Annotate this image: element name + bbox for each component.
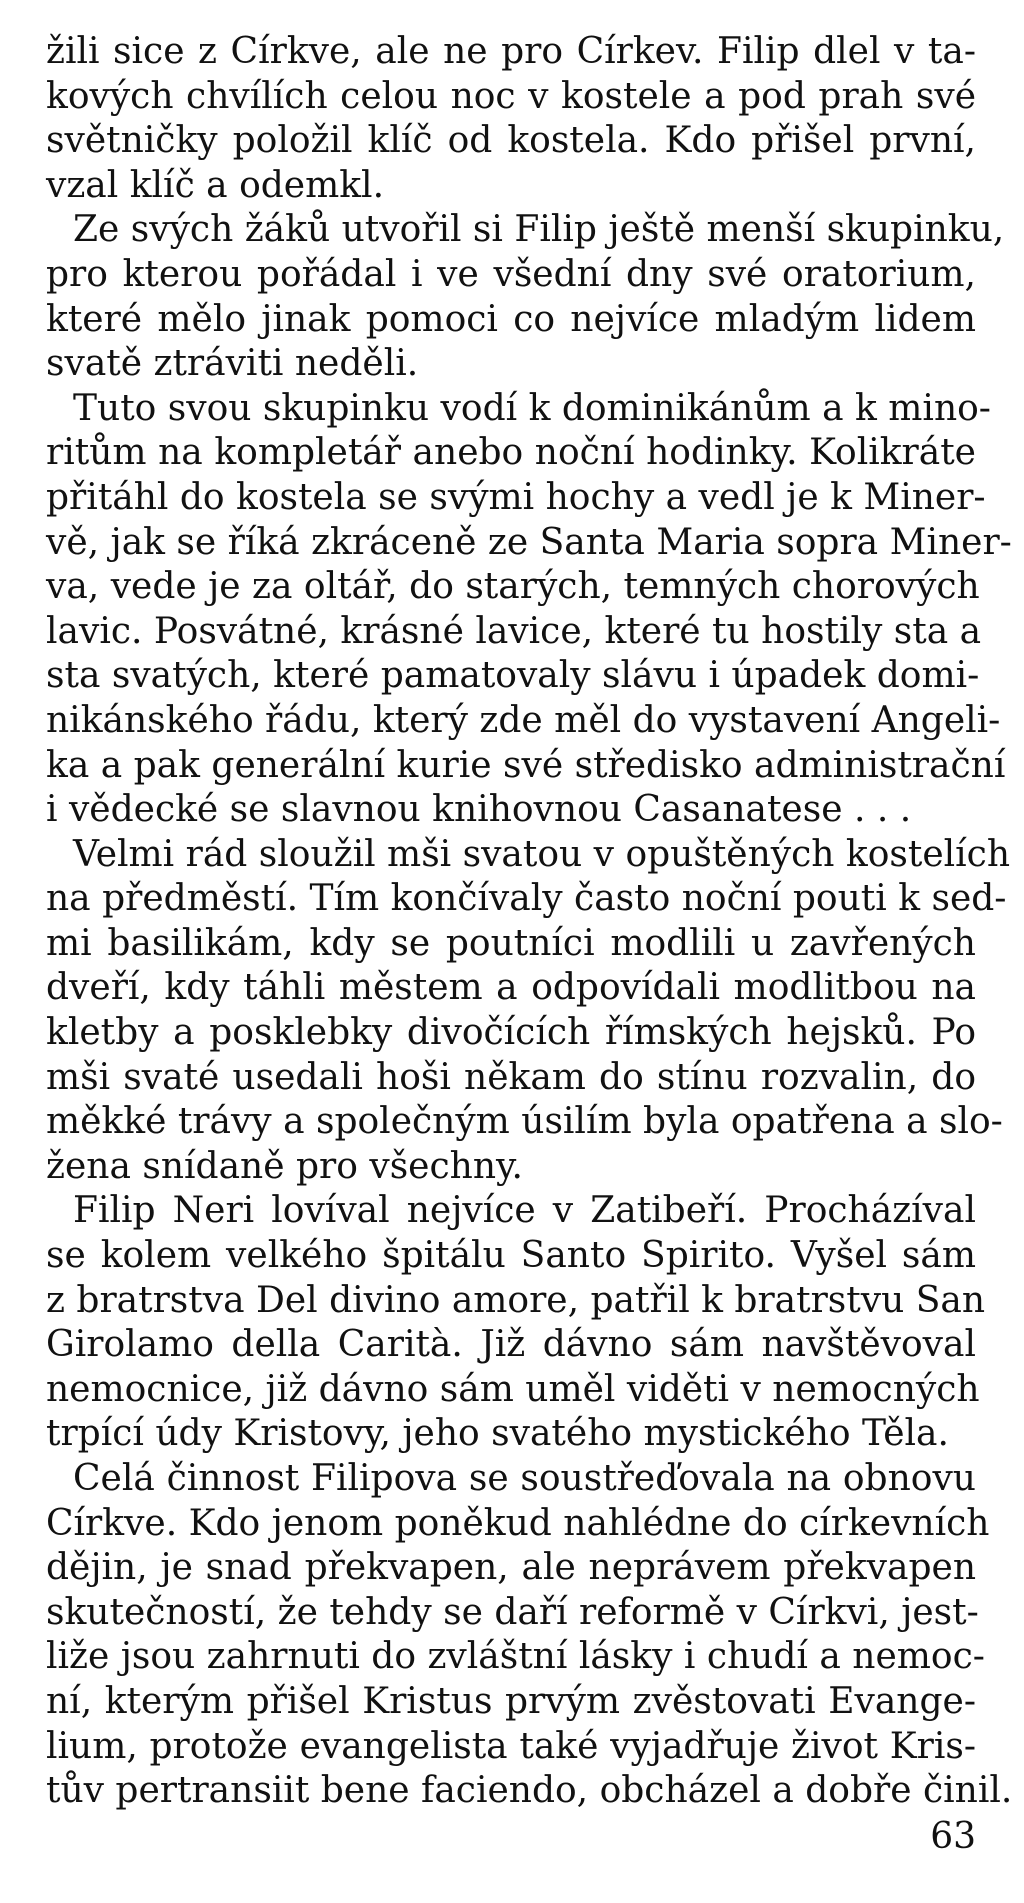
text-line: dějin, je snad překvapen, ale neprávem překvapen xyxy=(46,1547,976,1589)
text-line: se kolem velkého špitálu Santo Spirito. Vyšel sám xyxy=(46,1235,976,1277)
paragraph xyxy=(46,833,1011,1190)
paragraph xyxy=(46,1457,1013,1814)
paragraph xyxy=(46,1189,986,1457)
text-line: lavic. Posvátné, krásné lavice, které tu hostily sta a xyxy=(46,610,982,652)
text-line: va, vede je za oltář, do starých, temných chorových xyxy=(46,566,980,608)
text-line: nemocnice, již dávno sám uměl viděti v nemocných xyxy=(46,1368,980,1410)
page-number: 63 xyxy=(930,1816,976,1857)
text-line: Filip Neri lovíval nejvíce v Zatibeří. Procházíval xyxy=(73,1190,976,1232)
text-line: Celá činnost Filipova se soustřeďovala na obnovu xyxy=(73,1458,976,1499)
text-line: Ze svých žáků utvořil si Filip ještě menší skupinku, xyxy=(73,209,1005,251)
text-line: světničky položil klíč od kostela. Kdo přišel první, xyxy=(46,120,976,162)
text-line: trpící údy Kristovy, jeho svatého mystického Těla. xyxy=(46,1413,949,1455)
text-line: vzal klíč a odemkl. xyxy=(46,164,385,206)
text-line: žena snídaně pro všechny. xyxy=(46,1145,523,1187)
text-line: Girolamo della Carità. Již dávno sám navštěvoval xyxy=(46,1324,976,1366)
paragraph xyxy=(46,30,976,208)
text-line: dveří, kdy táhli městem a odpovídali modlitbou na xyxy=(46,967,976,1009)
text-line: z bratrstva Del divino amore, patřil k bratrstvu San xyxy=(46,1279,986,1321)
text-line: Tuto svou skupinku vodí k dominikánům a k mino- xyxy=(73,387,991,429)
paragraph xyxy=(46,208,1005,386)
text-line: ní, kterým přišel Kristus prvým zvěstovati Evange- xyxy=(46,1680,976,1722)
text-line: vě, jak se říká zkráceně ze Santa Maria sopra Miner- xyxy=(46,521,1012,563)
text-line: Velmi rád sloužil mši svatou v opuštěných kostelích xyxy=(73,833,1011,875)
text-line: nikánského řádu, který zde měl do vystavení Angeli- xyxy=(46,699,1001,741)
text-line: svatě ztráviti neděli. xyxy=(46,343,419,385)
text-line: na předměstí. Tím končívaly často noční pouti k sed- xyxy=(46,878,1007,920)
text-line: žili sice z Církve, ale ne pro Církev. Filip dlel v ta- xyxy=(46,31,976,72)
text-line: ka a pak generální kurie své středisko administrační xyxy=(46,744,1006,786)
text-line: ritům na kompletář anebo noční hodinky. Kolikráte xyxy=(46,432,976,474)
text-line: pro kterou pořádal i ve všední dny své oratorium, xyxy=(46,253,976,295)
text-line: kletby a posklebky divočících římských hejsků. Po xyxy=(46,1012,976,1054)
text-line: kových chvílích celou noc v kostele a pod prah své xyxy=(46,75,976,117)
text-line: přitáhl do kostela se svými hochy a vedl je k Miner- xyxy=(46,476,986,518)
text-line: lium, protože evangelista také vyjadřuje život Kris- xyxy=(46,1725,976,1767)
text-line: měkké trávy a společným úsilím byla opatřena a slo- xyxy=(46,1101,1003,1143)
text-line: které mělo jinak pomoci co nejvíce mladým lidem xyxy=(46,298,976,340)
text-line: tův pertransiit bene faciendo, obcházel a dobře činil. xyxy=(46,1770,1013,1812)
text-line: sta svatých, které pamatovaly slávu i úpadek domi- xyxy=(46,655,980,697)
text-line: mši svaté usedali hoši někam do stínu rozvalin, do xyxy=(46,1056,976,1098)
text-line: liže jsou zahrnuti do zvláštní lásky i chudí a nemoc- xyxy=(46,1636,985,1678)
text-line: i vědecké se slavnou knihovnou Casanatese . . . xyxy=(46,789,912,831)
text-line: Církve. Kdo jenom poněkud nahlédne do církevních xyxy=(46,1502,990,1544)
text-line: skutečností, že tehdy se daří reformě v Církvi, jest- xyxy=(46,1591,979,1633)
text-line: mi basilikám, kdy se poutníci modlili u zavřených xyxy=(46,922,976,964)
page-text xyxy=(46,30,1013,1814)
paragraph xyxy=(46,387,1012,833)
